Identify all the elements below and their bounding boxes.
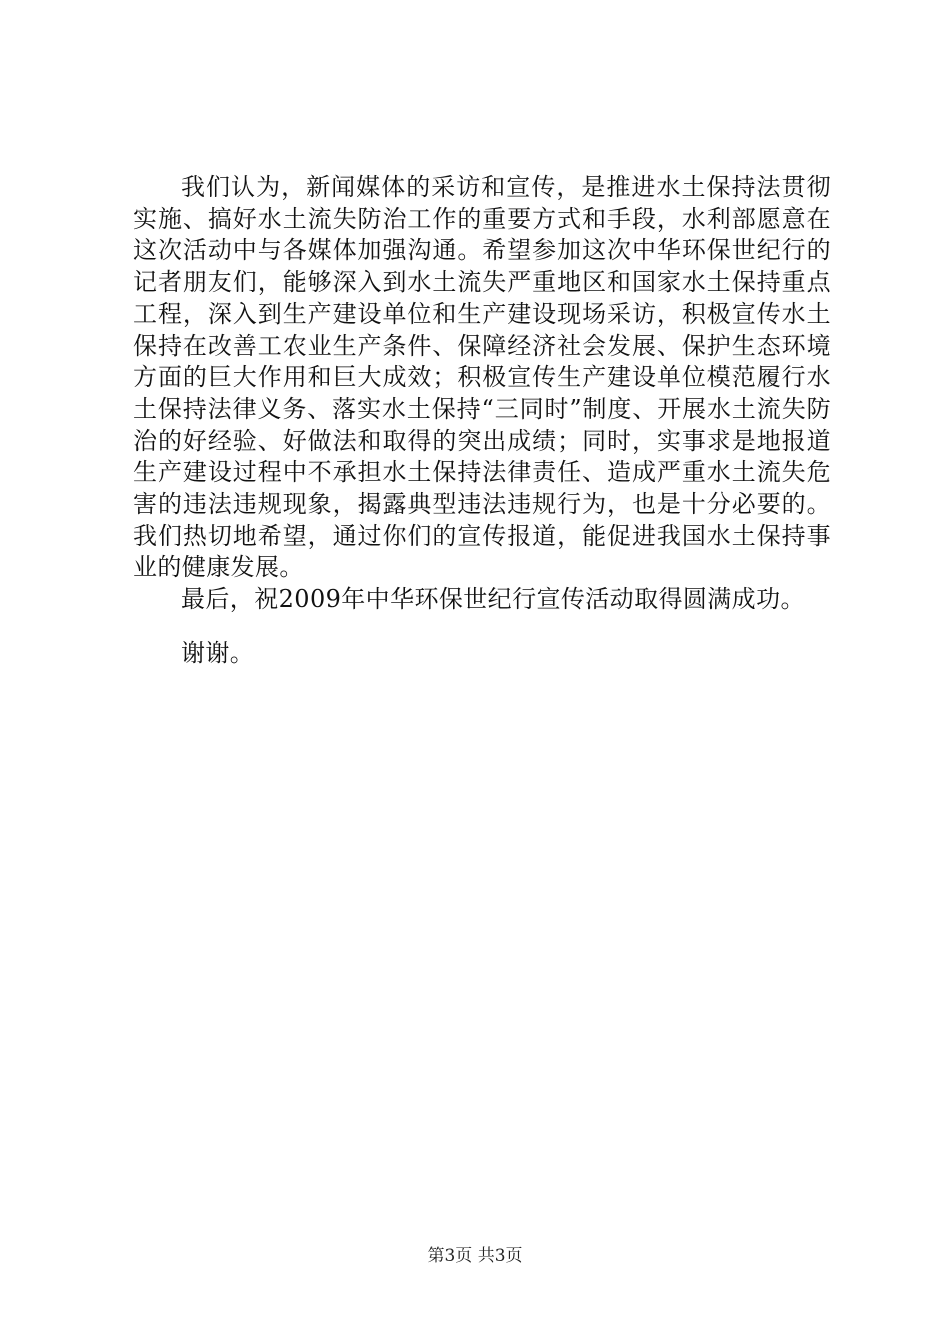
body-paragraph-2: 最后，祝2009年中华环保世纪行宣传活动取得圆满成功。 bbox=[181, 585, 805, 614]
body-paragraph-1: 我们认为，新闻媒体的采访和宣传，是推进水土保持法贯彻实施、搞好水土流失防治工作的重要方式和手段，水利部愿意在这次活动中与各媒体加强沟通。希望参加这次中华环保世纪行的记者朋友们，能够深入到水土流失严重地区和国家水土保持重点工程，深入到生产建设单位和生产建设现场采访，积极宣传水土保持在改善工农业生产条件、保障经济社会发展、保护生态环境方面的巨大作用和巨大成效；积极宣传生产建设单位模范履行水土保持法律义务、落实水土保持“三同时”制度、开展水土流失防治的好经验、好做法和取得的突出成绩；同时，实事求是地报道生产建设过程中不承担水土保持法律责任、造成严重水土流失危害的违法违规现象，揭露典型违法违规行为，也是十分必要的。我们热切地希望，通过你们的宣传报道，能促进我国水土保持事业的健康发展。 bbox=[133, 173, 831, 582]
page-footer: 第3页 共3页 bbox=[427, 1246, 523, 1266]
document-body bbox=[133, 172, 831, 670]
closing-text: 谢谢。 bbox=[181, 638, 255, 667]
